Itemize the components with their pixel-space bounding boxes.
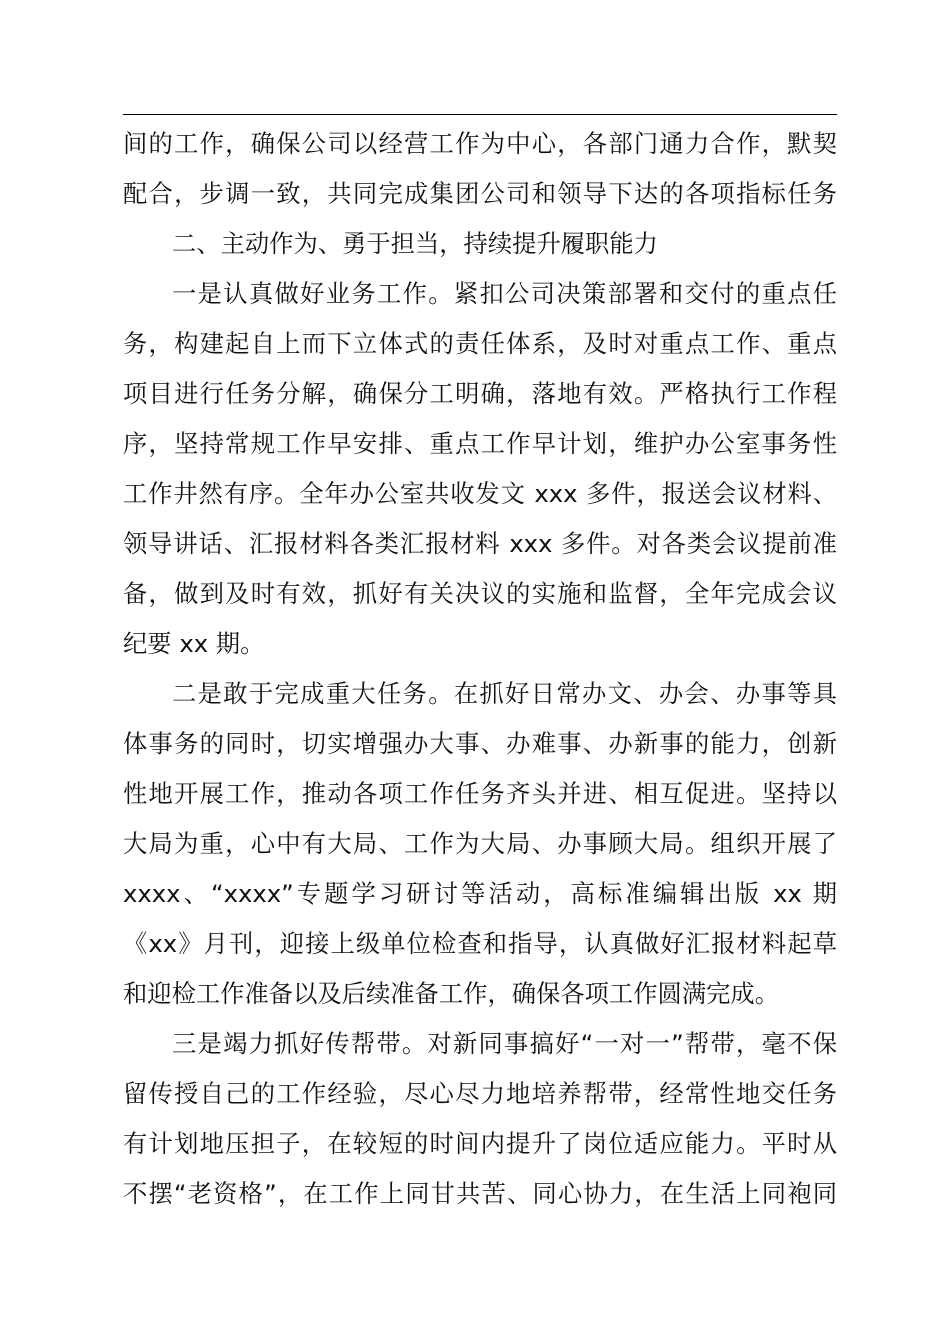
body-line: xxxx、“xxxx”专题学习研讨等活动，高标准编辑出版 xx 期 bbox=[123, 879, 837, 908]
document-body bbox=[123, 119, 837, 1219]
body-line: 留传授自己的工作经验，尽心尽力地培养帮带，经常性地交任务 bbox=[123, 1079, 837, 1108]
paragraph-first-line: 一是认真做好业务工作。紧扣公司决策部署和交付的重点任 bbox=[172, 279, 837, 308]
body-line: 性地开展工作，推动各项工作任务齐头并进、相互促进。坚持以 bbox=[123, 779, 837, 808]
body-line: 备，做到及时有效，抓好有关决议的实施和监督，全年完成会议 bbox=[123, 579, 837, 608]
body-line: 大局为重，心中有大局、工作为大局、办事顾大局。组织开展了 bbox=[123, 829, 837, 858]
header-rule bbox=[123, 114, 837, 115]
paragraph-last-line: 和迎检工作准备以及后续准备工作，确保各项工作圆满完成。 bbox=[123, 979, 780, 1008]
body-line: 序，坚持常规工作早安排、重点工作早计划，维护办公室事务性 bbox=[123, 429, 837, 458]
body-line: 体事务的同时，切实增强办大事、办难事、办新事的能力，创新 bbox=[123, 729, 837, 758]
body-line: 间的工作，确保公司以经营工作为中心，各部门通力合作，默契 bbox=[123, 129, 837, 158]
body-line: 不摆“老资格”，在工作上同甘共苦、同心协力，在生活上同袍同 bbox=[123, 1179, 837, 1208]
paragraph-last-line: 纪要 xx 期。 bbox=[123, 629, 265, 658]
body-line: 务，构建起自上而下立体式的责任体系，及时对重点工作、重点 bbox=[123, 329, 837, 358]
body-line: 《xx》月刊，迎接上级单位检查和指导，认真做好汇报材料起草 bbox=[123, 929, 837, 958]
body-line: 配合，步调一致，共同完成集团公司和领导下达的各项指标任务 bbox=[123, 179, 837, 208]
body-line: 有计划地压担子，在较短的时间内提升了岗位适应能力。平时从 bbox=[123, 1129, 837, 1158]
body-line: 项目进行任务分解，确保分工明确，落地有效。严格执行工作程 bbox=[123, 379, 837, 408]
body-line: 领导讲话、汇报材料各类汇报材料 xxx 多件。对各类会议提前准 bbox=[123, 529, 837, 558]
paragraph-first-line: 二是敢于完成重大任务。在抓好日常办文、办会、办事等具 bbox=[172, 679, 837, 708]
body-line: 工作井然有序。全年办公室共收发文 xxx 多件，报送会议材料、 bbox=[123, 479, 837, 508]
section-heading: 二、主动作为、勇于担当，持续提升履职能力 bbox=[172, 229, 658, 258]
paragraph-first-line: 三是竭力抓好传帮带。对新同事搞好“一对一”帮带，毫不保 bbox=[172, 1029, 837, 1058]
